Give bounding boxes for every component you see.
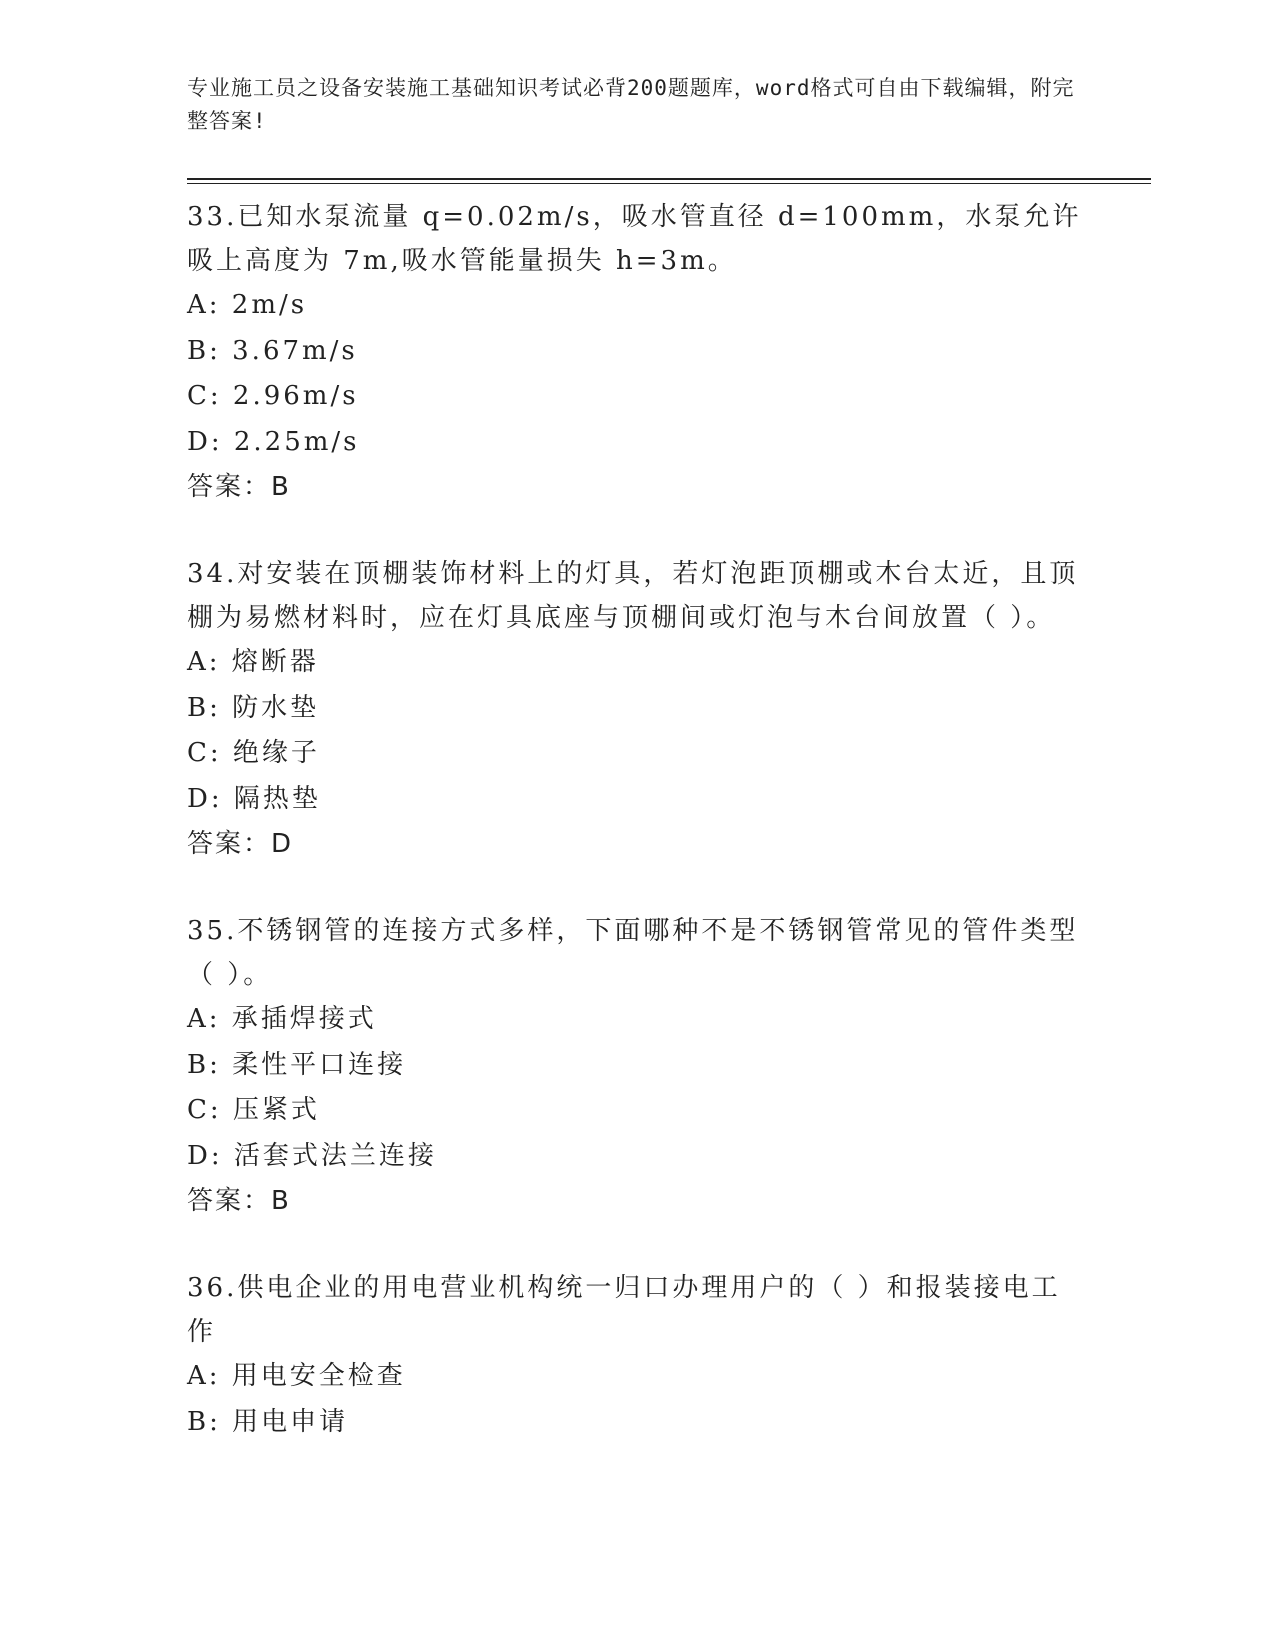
answer-line: 答案：D xyxy=(187,829,294,859)
option-a: A: 承插焊接式 xyxy=(187,1004,377,1034)
option-a: A: 熔断器 xyxy=(187,647,319,677)
question-33 xyxy=(187,193,1087,509)
option-d: D: 活套式法兰连接 xyxy=(187,1140,437,1171)
option-b: B: 用电申请 xyxy=(187,1406,349,1437)
answer-line: 答案：B xyxy=(187,472,291,502)
question-stem: 34.对安装在顶棚装饰材料上的灯具，若灯泡距顶棚或木台太近，且顶棚为易燃材料时，应在灯具底座与顶棚间或灯泡与木台间放置（ ）。 xyxy=(187,559,1079,633)
header-rule-thick xyxy=(187,178,1151,180)
question-36 xyxy=(187,1264,1087,1445)
question-34 xyxy=(187,550,1087,866)
question-stem: 36.供电企业的用电营业机构统一归口办理用户的（ ）和报装接电工作 xyxy=(187,1273,1061,1347)
option-c: C: 2.96m/s xyxy=(187,381,359,411)
option-b: B: 柔性平口连接 xyxy=(187,1049,407,1080)
option-b: B: 3.67m/s xyxy=(187,335,358,366)
option-b: B: 防水垫 xyxy=(187,692,320,723)
document-header: 专业施工员之设备安装施工基础知识考试必背200题题库，word格式可自由下载编辑，附完整答案! xyxy=(187,76,1075,133)
option-c: C: 绝缘子 xyxy=(187,738,320,768)
option-a: A: 2m/s xyxy=(187,290,308,320)
question-stem: 35.不锈钢管的连接方式多样，下面哪种不是不锈钢管常见的管件类型（ ）。 xyxy=(187,916,1079,990)
option-c: C: 压紧式 xyxy=(187,1095,320,1125)
option-d: D: 隔热垫 xyxy=(187,783,321,814)
question-list xyxy=(187,193,1087,1445)
header-rule-thin xyxy=(187,183,1151,184)
question-35 xyxy=(187,907,1087,1223)
option-d: D: 2.25m/s xyxy=(187,426,360,457)
question-stem: 33.已知水泵流量 q=0.02m/s，吸水管直径 d=100mm，水泵允许吸上高度为 7m,吸水管能量损失 h=3m。 xyxy=(187,202,1082,276)
option-a: A: 用电安全检查 xyxy=(187,1361,406,1391)
answer-line: 答案：B xyxy=(187,1186,291,1216)
